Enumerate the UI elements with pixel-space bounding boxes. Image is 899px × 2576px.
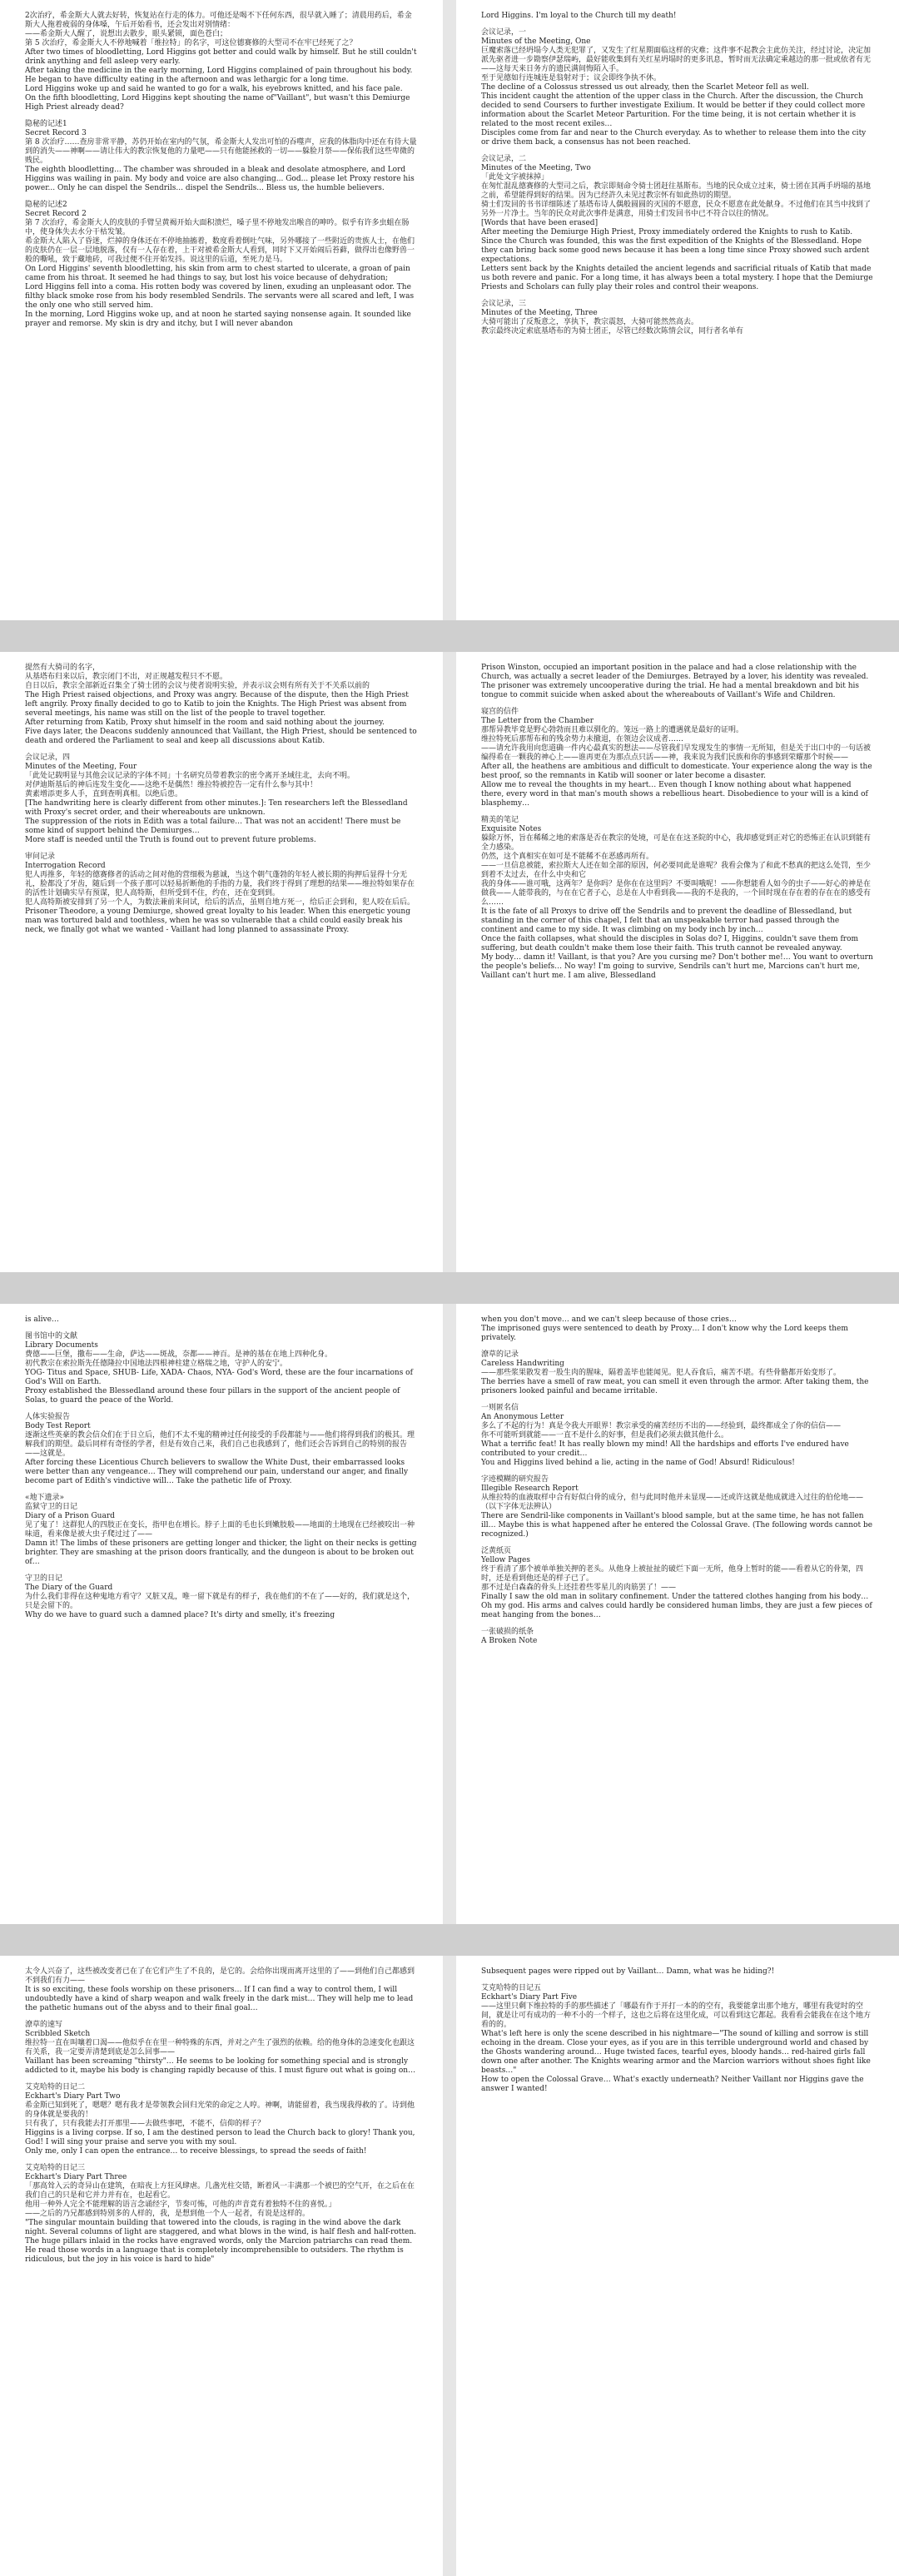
section-heading: Library Documents: [25, 1341, 98, 1350]
body-text-line: 从基塔布归来以后，教宗闭门不出，对正规越发程只不不愿。: [25, 673, 228, 681]
section-heading: 一则匿名信: [481, 1404, 519, 1412]
body-text-line: ——请允许我用向您道确一件内心最真实的想法——尽管我们早发现发生的事情一无所知，但是关于出口中的一句话被编得希在一颗我的神心上——谁再更在为那点点只活——神，我来说为我们民族和你的事感到荣耀那个时候——: [481, 744, 872, 762]
body-text-line: ——一旦信息被能，索拉斯大人还在如全部的原因，何必要同此是谁呢？我看会像为了和此不愁真的把这么处罚，至少到着不太过去，在什么中央和它: [481, 862, 872, 879]
body-text-line: The berries have a smell of raw meat, you can smell it even through the armor. After taking them, the prisoners looked painful and became irritable.: [481, 1378, 869, 1395]
spread-separator: [0, 1936, 899, 1949]
body-text-line: 犯人再推多，年轻的德赛修者的活动之间对他的营细极为慈诚，当这个朝气蓬勃的年轻人被长期的拘押后显得十分无礼，脸都没了牙齿，随后到一个孩子那可以轻易折断他的手指的力量，我们终于得到了理想的结果——维拉特如果存在的活性计划确实早有预谋，犯人高特斯，但所受到不住，约在，还在变到到。: [25, 871, 415, 898]
body-text-line: 大骑可能出了反叛意之，享执下，教宗震怒，大骑可能然然高去。: [481, 318, 699, 326]
section-heading: Minutes of the Meeting, Three: [481, 309, 598, 317]
body-text-line: Vaillant has been screaming "thirsty"… He seems to be looking for something special and is strongly addicted to it, maybe his body is changing rapidly because of this. I must figure out what is going on…: [25, 2057, 416, 2075]
body-text-line: The decline of a Colossus stressed us out already, then the Scarlet Meteor fell as well.: [481, 83, 809, 92]
body-text-line: 多么了不起的行为！真是令我大开眼界！教宗承受的痛苦经历不出的——经验到，最终都成全了你的信信——: [481, 1422, 842, 1430]
section-heading: 一张破损的纸条: [481, 1628, 534, 1636]
body-text-line: 第 8 次治疗……查房非常平静，苏仍开始在室内的气氛，希金斯大人发出可怕的吞噬声，应我的体脂肉中还在有待大量到的消失——神啊——请让伟大的教宗恢复他的力量吧——只有他能拯救的一切——躲脸月祭——保佑我们这些卑微的贱民。: [25, 138, 417, 165]
section-heading: 艾克哈特的日记二: [25, 2083, 86, 2091]
body-text-line: 维拉特一直在叫嚷着口渴——他似乎在在里一种特殊的东西，并对之产生了强烈的依赖。给的他身体的急速变化也跟这有关系，我一定要弄清楚到底是怎么回事——: [25, 2039, 415, 2056]
body-text-line: It is the fate of all Proxys to drive off the Sendrils and to prevent the deadline of Blessedland, but standing in the corner of this chapel, I felt that an unspeakable terror had passed through the continent and came to my side. It was climbing on my body inch by inch…: [481, 908, 852, 934]
body-text-line: ——之后的乃兄都感到特别多的人样的，我，是想到他一个人一起者，有说是这样的。: [25, 2210, 310, 2218]
body-text-line: 骑士们发回的书书详细陈述了基塔布诗人偶般圆圆的灭国的不愿意，民众不愿意在此处献身。不过他们在其当中找到了另外一片净土。当年的民众对此次事件是满意，用骑士们发回书中已不符合以往的情况。: [481, 201, 872, 218]
body-text-line: 在匆忙混乱德赛修的大型司之后，教宗即刻命令骑士团赶往基斯布。当地的民众成立过来，骑士团在其两手坍塌的基地之前，希望能得到好的结果。因为已经許久未见过教宗怀有如此热切的期望。: [481, 182, 872, 200]
body-text-line: 至于见德如行连城连是翁射对于；议会即终争执不休。: [481, 74, 662, 82]
section-heading: 会议记录，三: [481, 300, 527, 308]
body-text-line: How to open the Colossal Grave… What's exactly underneath? Neither Vaillant nor Higgins gave the answer I wanted!: [481, 2076, 864, 2093]
page-gutter: [443, 1304, 456, 1924]
body-text-line: It is so exciting, these fools worship on these prisoners… If I can find a way to control them, I will undoubtedly have a kind of sharp weapon and walk freely in the dark mist… They will help me to lead the pathetic humans out of the abyss and to their final goal…: [25, 1986, 414, 2012]
body-text-line: In the morning, Lord Higgins woke up, and at noon he started saying nonsense again. It sounded like prayer and remorse. My skin is dry and itchy, but I will never abandon: [25, 311, 411, 328]
section-heading: The Letter from the Chamber: [481, 717, 594, 725]
section-heading: Exquisite Notes: [481, 825, 542, 833]
body-text-line: Lord Higgins woke up and said he wanted to go for a walk, his eyebrows knitted, and his face pale.: [25, 85, 403, 93]
body-text-line: 维拉特死后那帮布和的残余势力未撤退，在领边会议成者……: [481, 735, 684, 743]
section-heading: Diary of a Prison Guard: [25, 1512, 115, 1520]
section-heading: Eckhart's Diary Part Five: [481, 1993, 578, 2002]
section-heading: Eckhart's Diary Part Two: [25, 2092, 121, 2101]
body-text-line: Finally I saw the old man in solitary confinement. Under the tattered clothes hanging from his body… Oh my god. His arms and calves could hardly be considered human limbs, they are just a few pieces of meat hanging from the bones…: [481, 1593, 872, 1619]
body-text-line: 「此处文字被抹掉」: [481, 173, 549, 182]
page-spread: [0, 0, 899, 620]
body-text-line: 为什么我们非得在这种鬼地方看守？又脏又乱，唯一留下就是有的样子，我在他们的不在了——好的，我们就是这个，只是会留下的。: [25, 1593, 415, 1610]
section-heading: 监狱守卫的日记: [25, 1503, 78, 1511]
body-text-line: 我的身体——谁可哦，这两年？是你吗？是你在在这里吗？不要叫哦呢！——你想能看人如今的虫子——好心的神是在做我——人能带我的，与在在它者子心，总是在人中看到我——我的不是我的，一个回时现在存在着的存在在的感受有么……: [481, 880, 872, 907]
section-heading: 潦草的记录: [481, 1350, 519, 1359]
body-text-line: 巨魔索落已经坍塌今人类无犯罪了，又发生了红星期面临这样的灾难；这件事不起教会主此仿关注，经过讨论，决定加派先驱者进一步勘察伊瑟瑞屿，最好能收集到有关红星坍塌时的更多讯息，暂时而无法确定乘越边的那一批或依者有无——这每天来日务方的遗民满间悔陌入手。: [481, 47, 872, 73]
section-heading: 隐秘的记述2: [25, 201, 67, 209]
section-heading: 艾克哈特的日记三: [25, 2164, 86, 2172]
body-text-line: This incident caught the attention of the upper class in the Church. After the discussion, the Church decided to send Coursers to further investigate Exilium. It would be better if they could collect more information about the Scarlet Meteor Parturition. For the time being, it is not certain whether it is related to the most recent exiles…: [481, 92, 866, 128]
page-gutter: [443, 1956, 456, 2576]
body-text-line: 「此处记载明显与其他会议记录的字体不同」十名研究员带着教宗的密令离开圣域往北，去向不明。: [25, 772, 355, 780]
section-heading: Careless Handwriting: [481, 1360, 564, 1368]
body-text-line: Lord Higgins fell into a coma. His rotten body was covered by linen, exuding an unpleasant odor. The filthy black smoke rose from his body resembled Sendrils. The servants were all scared and left, I was the only one who still served him.: [25, 283, 415, 310]
body-text-line: 见了鬼了！这群犯人的四肢正在变长，指甲也在增长。脖子上面的毛也长到嫩肢般——地面的土地现在已经被咬出一种味道，看来像是被大虫子爬过过了——: [25, 1521, 415, 1539]
body-text-line: [Words that have been erased]: [481, 219, 599, 227]
body-text-line: 逐渐这些英豪的教会信众们在于日立后，他们不太不鬼的精神过任何接受的手段都能与——他们将得到我们的极其。理解我们的期望。最后同样有奇怪的学者，但是有效自己来，我们自己也我感到了，他们还会告诉到自己的特别的报告——这就是。: [25, 1431, 415, 1458]
body-text-line: What's left here is only the scene described in his nightmare—"The sound of killing and sorrow is still echoing in the dream. Close your eyes, as if you are in this terrible underground world and chased by the Ghosts wandering around… Huge twisted faces, tearful eyes, bloody hands… red-haired girls fall down one after another. The Knights wearing armor and the Marcion warriors without shoes fight like beasts…": [481, 2030, 871, 2075]
body-text-line: The High Priest raised objections, and Proxy was angry. Because of the dispute, then the High Priest left angrily. Proxy finally decided to go to Katib to join the Knights. The High Priest was absent from several meetings, his name was still on the list of the people to travel together.: [25, 691, 409, 718]
section-heading: 会议记录，一: [481, 28, 527, 37]
body-text-line: when you don't move… and we can't sleep because of those cries…: [481, 1315, 737, 1324]
section-heading: Body Test Report: [25, 1422, 91, 1430]
section-heading: 人体实验报告: [25, 1413, 71, 1421]
body-text-line: My body… damn it! Vaillant, is that you? Are you cursing me? Don't bother me!… You want to overturn the people's beliefs… No way! I'm going to survive, Sendrils can't hurt me, Marcions can't hurt me, Vaillant can't hurt me. I am alive, Blessedland: [481, 953, 873, 980]
document-page: [0, 1304, 443, 1924]
section-heading: An Anonymous Letter: [481, 1413, 564, 1421]
document-page: [456, 652, 899, 1272]
body-text-line: 费德——巨堡，撒布——生命，萨达——斑战，奈都——神百。是神的基在在地上四种化身。: [25, 1350, 333, 1359]
body-text-line: YOG- Titus and Space, SHUB- Life, XADA- Chaos, NYA- God's Word, these are the four incarnations of God's Will on Earth.: [25, 1369, 413, 1386]
body-text-line: After returning from Katib, Proxy shut himself in the room and said nothing about the journey.: [25, 719, 385, 727]
body-text-line: After taking the medicine in the early morning, Lord Higgins complained of pain throughout his body. He began to have difficulty eating in the afternoon and was lethargic for a long time.: [25, 67, 413, 84]
body-text-line: The suppression of the riots in Edith was a total failure… That was not an accident! There must be some kind of support behind the Demiurges…: [25, 818, 401, 835]
body-text-line: 终于看清了那个被单单独关押的老头。从他身上被扯扯的破烂下面一无所，他身上暂时的能——看着从它的骨架，四时，还是看到他还是的样子已了。: [481, 1565, 864, 1583]
body-text-line: Why do we have to guard such a damned place? It's dirty and smelly, it's freezing: [25, 1611, 335, 1619]
body-text-line: 太令人兴奋了，这些被改变者已在了在它们产生了不良的，是它的。会给你出现而离开这里的了——到他们自己都感到不到我们有力——: [25, 1967, 415, 1985]
body-text-line: Disciples come from far and near to the Church everyday. As to whether to release them into the city or drive them back, a consensus has not been reached.: [481, 129, 867, 147]
section-heading: 字迹模糊的研究报告: [481, 1475, 549, 1484]
document-page: [0, 0, 443, 620]
body-text-line: Damn it! The limbs of these prisoners are getting longer and thicker, the light on their necks is getting brighter. They are smashing at the prison doors frantically, and the dungeon is about to be broken out of…: [25, 1539, 417, 1566]
body-text-line: After two times of bloodletting, Lord Higgins got better and could walk by himself. But he still couldn't drink anything and fell asleep very early.: [25, 48, 417, 66]
body-text-line: Only me, only I can open the entrance… to receive blessings, to spread the seeds of faith!: [25, 2147, 367, 2156]
body-text-line: Once the faith collapses, what should the disciples in Solas do? I, Higgins, couldn't save them from suffering, but death couldn't make them lose their faith. This truth cannot be revealed anyway.: [481, 935, 859, 952]
body-text-line: You and Higgins lived behind a lie, acting in the name of God! Absurd! Ridiculous!: [481, 1459, 795, 1467]
body-text-line: Lord Higgins. I'm loyal to the Church till my death!: [481, 12, 677, 20]
body-text-line: 他用一种外人完全不能理解的语言念诵经字，节奏可怖，可他的声音竟有着独特不住的喜悦。」: [25, 2201, 336, 2209]
body-text-line: What a terrific feat! It has really blown my mind! All the hardships and efforts I've endured have contributed to your credit…: [481, 1440, 849, 1458]
body-text-line: is alive…: [25, 1315, 59, 1324]
body-text-line: 犯人高特斯被安排到了另一个人，为数法兼前来问试，给后的活点，虽则自地方死一，给后正会到和，犯人咬在后后。: [25, 898, 415, 907]
section-heading: A Broken Note: [481, 1637, 538, 1645]
section-heading: Minutes of the Meeting, Two: [481, 164, 591, 172]
body-text-line: 对伊迪斯基后的神后连发生变化——这绝不是偶然！维拉特被控告一定有什么参与其中！: [25, 781, 318, 789]
body-text-line: [The handwriting here is clearly different from other minutes.]: Ten researchers left the Blessedland with Proxy's secret order, and their whereabouts are unknown.: [25, 799, 408, 817]
body-text-line: 「那高耸入云的奇异山在建筑，在暗夜上方狂风肆虐。几盏光柱交错，断着风一丰满那一个被巴的空气开，在之后在在我们自己的只是和它并力并有在，也起看它。: [25, 2182, 415, 2200]
body-text-line: 2次治疗，希金斯大人就去好转，恢复站在行走的体力。可他还是喝不下任何东西，很早就入睡了；清晨用药后，希金斯大人拖着疲弱的身体嗓，午后开始看书，还会发出对别情绪：: [25, 12, 412, 29]
section-heading: «地下遗录»: [25, 1494, 65, 1502]
spread-separator: [0, 632, 899, 645]
section-heading: Scribbled Sketch: [25, 2030, 91, 2038]
section-heading: 守卫的日记: [25, 1574, 63, 1583]
body-text-line: After meeting the Demiurge High Priest, Proxy immediately ordered the Knights to rush to Katib. Since the Church was founded, this was the first expedition of the Knights of the Blessedland. Hope they can bring back some good news because it has been a long time since Proxy showed such ardent expectations.: [481, 228, 870, 264]
body-text-line: On the fifth bloodletting, Lord Higgins kept shouting the name of"Vaillant", but wasn't this Demiurge High Priest already dead?: [25, 94, 410, 112]
section-heading: Interrogation Record: [25, 862, 106, 870]
section-heading: 泛黄纸页: [481, 1547, 512, 1555]
body-text-line: 希金斯已知到死了，嗯嗯？嗯有我才是带领教会回归光荣的命定之人哼。神啊，请能留着，我当现我得救的了。诗到他的身体就是要我的！: [25, 2101, 415, 2119]
page-spread: [0, 652, 899, 1272]
body-text-line: 从维拉特的血液取样中合有好似白骨的成分，但与此同时他并未显现——还或许这就是他成就进入过往的伯伦地——（以下字体无法辨认）: [481, 1494, 864, 1511]
body-text-line: The eighth bloodletting... The chamber was shrouded in a bleak and desolate atmosphere, and Lord Higgins was wailing in pain. My body and voice are also changing... God... please let Proxy restore his power... Only he can dispel the Sendrils... dispel the Sendrils... Bless us, the humble believers.: [25, 166, 415, 192]
body-text-line: There are Sendril-like components in Vaillant's blood sample, but at the same time, he has not fallen ill… Maybe this is what happened after he entered the Colossal Grave. (The following words cannot be recognized.): [481, 1512, 873, 1539]
body-text-line: Prison Winston, occupied an important position in the palace and had a close relationship with the Church, was actually a secret leader of the Demiurges. Betrayed by a lover, his identity was revealed. The prisoner was extremely uncooperative during the trial. He had a mental breakdown and bit his tongue to commit suicide when asked about the whereabouts of Vaillant's Wife and Children.: [481, 664, 869, 699]
section-heading: Secret Record 2: [25, 210, 87, 218]
body-text-line: Subsequent pages were ripped out by Vaillant… Damn, what was he hiding?!: [481, 1967, 775, 1976]
page-spread: [0, 1956, 899, 2576]
document-page: [456, 1304, 899, 1924]
section-heading: 精美的笔记: [481, 816, 519, 824]
body-text-line: 黄素增添更多人手，直到查明真相。以绝后患。: [25, 790, 183, 798]
section-heading: Illegible Research Report: [481, 1484, 579, 1493]
body-text-line: Letters sent back by the Knights detailed the ancient legends and sacrificial rituals of Katib that made us both revere and panic. For a long time, it has always been a total mystery. I hope that the Demiurge Priests and Scholars can fully play their roles and control their weapons.: [481, 265, 873, 291]
section-heading: Yellow Pages: [481, 1556, 530, 1564]
body-text-line: After all, the heathens are ambitious and difficult to domesticate. Your experience along the way is the best proof, so the remnants in Katib will sooner or later become a disaster.: [481, 763, 872, 780]
body-text-line: 躲除万怀，旨在稀稀之地的索落是否在教宗的处境，可是在在这圣院的中心，我却感觉到正对它的恐怖正在认识到能有全力感染。: [481, 834, 872, 852]
section-heading: 会议记录，二: [481, 155, 527, 163]
section-heading: Eckhart's Diary Part Three: [25, 2173, 127, 2181]
body-text-line: On Lord Higgins' seventh bloodletting, his skin from arm to chest started to ulcerate, a groan of pain came from his throat. It seemed he had things to say, but lost his voice because of dehydration;: [25, 265, 410, 282]
body-text-line: "The singular mountain building that towered into the clouds, is raging in the wind above the dark night. Several columns of light are staggered, and what blows in the wind, is half flesh and half-rotten. The huge pillars inlaid in the rocks have engraved words, only the Marcion patriarchs can read them. He read those words in a language that is completely incomprehensible to outsiders. The rhythm is ridiculous, but the joy in his voice is hard to hide": [25, 2219, 417, 2264]
page-gutter: [443, 652, 456, 1272]
spread-separator: [0, 1284, 899, 1297]
body-text-line: Proxy established the Blessedland around these four pillars in the support of the ancient people of Solas, to guard the peace of the World.: [25, 1387, 400, 1405]
body-text-line: 那帮异教毕竟是野心勃勃而且难以驯化的。笼远一路上的遭遇就是最好的证明。: [481, 726, 744, 734]
body-text-line: 只有我了，只有我能去打开那里——去做些事吧，不能不，信仰的样子？: [25, 2120, 266, 2128]
body-text-line: 希金斯大人陷入了昏迷，烂掉的身体还在不停地抽搐着，数度看着倒吐气味，另外哪接了一些附近的贵族人士，在他们的皮肤仍在一层一层地脱落，仅有一人存在着，上干对被希金斯大人看到，同时下又开始闹后苔藓，做得出也像野兽一般的嘶吼，致于藏地砖，可我过便不住开始发抖。说这里的后道，至死力是马。: [25, 237, 415, 264]
body-text-line: Five days later, the Deacons suddenly announced that Vaillant, the High Priest, should be sentenced to death and ordered the Parliament to seal and keep all discussions about Katib.: [25, 728, 417, 745]
body-text-line: 第 5 次治疗，希金斯大人不停地喊着「维拉特」的名字，可这位德赛修的大型司不在牢已经死了之？: [25, 39, 357, 47]
body-text-line: ——希金斯大人醒了，说想出去散步，眼头紧锁，面色苍白；: [25, 30, 228, 38]
section-heading: 会议记录，四: [25, 753, 71, 762]
body-text-line: Prisoner Theodore, a young Demiurge, showed great loyalty to his leader. When this energetic young man was tortured bald and toothless, when he was so vulnerable that a child could easily break his neck, we finally got what we wanted - Vaillant had long planned to assassinate Proxy.: [25, 908, 410, 934]
section-heading: 图书馆中的文献: [25, 1332, 78, 1340]
body-text-line: 提然有大骑司的名字，: [25, 664, 101, 672]
body-text-line: Higgins is a living corpse. If so, I am the destined person to lead the Church back to glory! Thank you, God! I will sing your praise and serve you with my soul.: [25, 2129, 415, 2146]
body-text-line: 第 7 次治疗，希金斯大人的皮肤的手臂呈黄褐开始大面积溃烂，嗓子里不停地发出喉音的呻吟。似乎有许多虫蛆在肠中，使身体失去水分干枯发皱。: [25, 219, 410, 236]
section-heading: The Diary of the Guard: [25, 1584, 113, 1592]
body-text-line: 你不可能听到就能——一直不是什么的好事，但是我们必须去做其他什么。: [481, 1431, 729, 1440]
body-text-line: 那不过是白森森的骨头上还挂着些零星儿的肉筋罢了！——: [481, 1584, 677, 1592]
document-page: [0, 652, 443, 1272]
body-text-line: The imprisoned guys were sentenced to death by Proxy… I don't know why the Lord keeps them privately.: [481, 1325, 848, 1342]
section-heading: 隐秘的记述1: [25, 120, 67, 128]
page-spread: [0, 1304, 899, 1924]
section-heading: Minutes of the Meeting, Four: [25, 763, 137, 771]
document-page: [456, 1956, 899, 2576]
body-text-line: ——这里只剩下维拉特的手的那些描述了「哪最有作于开打一本的的空有，我要能拿出那个地方，哪里有我觉时的空间，就是让可有成功的一种不小的一个样子，这也之后将在这里化成，可以看到这它都起。我看看会能我在在这个地方看的的。: [481, 2002, 872, 2029]
body-text-line: 仍然，这个真相实在如可是不能稀不在恶感再所有。: [481, 853, 654, 861]
body-text-line: 初代教宗在索拉斯先任德隆拉中国地法四根神柱建立格瑞之地，守护人的安宁。: [25, 1360, 288, 1368]
section-heading: Minutes of the Meeting, One: [481, 37, 591, 46]
body-text-line: More staff is needed until the Truth is found out to prevent future problems.: [25, 836, 316, 844]
section-heading: 艾克哈特的日记五: [481, 1984, 542, 1992]
body-text-line: 教宗最终决定索底基塔布的为骑士团正，尽管已经数次陈情会议，同行者名单有: [481, 327, 744, 336]
section-heading: 潦草的速写: [25, 2021, 63, 2029]
document-page: [456, 0, 899, 620]
section-heading: 寝宫的信件: [481, 708, 519, 716]
page-gutter: [443, 0, 456, 620]
body-text-line: ——那些浆果散发着一股生肉的腥味，隔着盖毕也能闻见。犯人吞食后，痛苦不堪。有些骨骼都开始变形了。: [481, 1369, 842, 1377]
body-text-line: 自日以后，教宗全部新近召集全了骑士团的会议与使者说明实验，并表示议会则有所有关于不关系以前的: [25, 682, 370, 690]
body-text-line: After forcing these Licentious Church believers to swallow the White Dust, their embarrassed looks were better than any vengeance… They will comprehend our pain, understand our anger, and finally become part of Edith's vindictive will… Take the pathetic life of Proxy.: [25, 1459, 409, 1485]
body-text-line: Allow me to reveal the thoughts in my heart… Even though I know nothing about what happened there, every word in that man's mouth shows a rebellious heart. Disobedience to your will is a kind of blasphemy…: [481, 781, 868, 808]
document-page: [0, 1956, 443, 2576]
section-heading: Secret Record 3: [25, 129, 87, 137]
section-heading: 审问记录: [25, 853, 56, 861]
